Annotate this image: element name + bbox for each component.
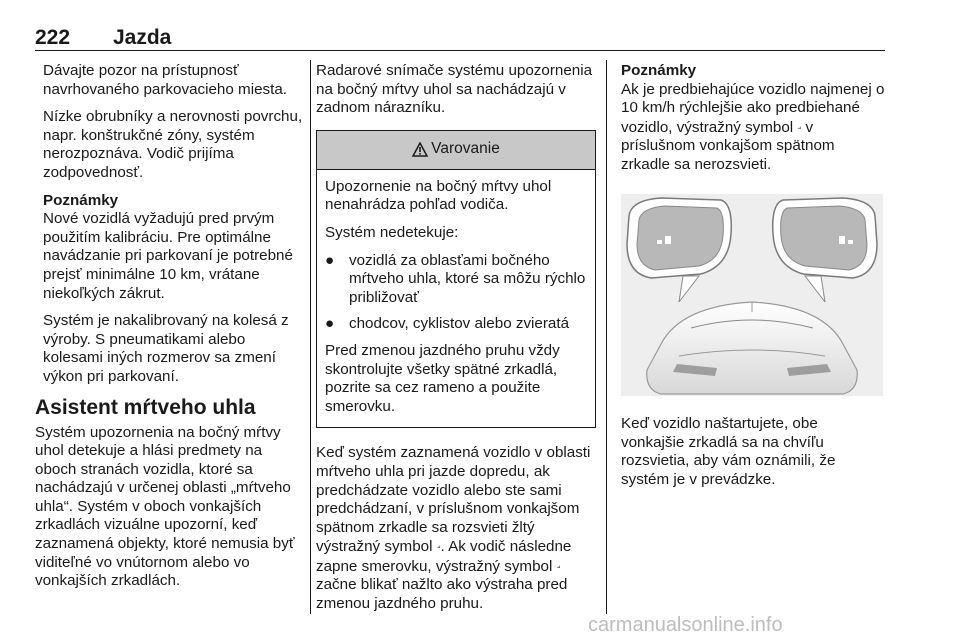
warning-title: Varovanie: [431, 140, 500, 158]
note: [621, 62, 885, 175]
warning-header: [317, 131, 595, 170]
text: začne blikať nažlto ako výstraha pred zmenou jazdného pruhu.: [316, 576, 568, 613]
blind-spot-symbol-icon: ⟓: [797, 121, 802, 131]
column-3: [621, 62, 885, 499]
warning-triangle-icon: [412, 142, 428, 157]
note-title: Poznámky: [621, 62, 697, 79]
list-item: [325, 252, 587, 308]
column-1: [35, 62, 303, 600]
list-item-text: chodcov, cyklistov alebo zvieratá: [349, 315, 570, 333]
column-divider: [606, 60, 607, 614]
paragraph: [316, 444, 596, 613]
warning-text: Upozornenie na bočný mŕtvy uhol nenahrádza pohľad vodiča.: [325, 177, 552, 214]
warning-text: Pred zmenou jazdného pruhu vždy skontrolujte všetky spätné zrkadlá, pozrite sa cez rameno a použite smerovku.: [325, 341, 560, 415]
paragraph: Keď vozidlo naštartujete, obe vonkajšie zrkadlá sa na chvíľu rozsvietia, aby vám oznámili, že systém je v prevádzke.: [621, 415, 836, 488]
column-divider: [310, 60, 311, 614]
section-title: Asistent mŕtveho uhla: [35, 395, 256, 419]
text: Keď systém zaznamená vozidlo v oblasti mŕtveho uhla pri jazde dopredu, ak predchádzate vozidlo alebo ste sami predchádzaní, v príslušnom vonkajšom spätnom zrkadle sa rozsvieti žltý výstražný symbol: [316, 444, 591, 556]
watermark: carmanualsonline.info: [588, 614, 783, 636]
paragraph: Systém je nakalibrovaný na kolesá z výroby. S pneumatikami alebo kolesami iných rozmerov sa zmení výkon pri parkovaní.: [43, 312, 289, 385]
mirror-illustration: [621, 194, 883, 396]
chapter-title: Jazda: [113, 26, 172, 49]
column-2: [316, 62, 596, 623]
blind-spot-symbol-icon: ⟓: [436, 541, 441, 551]
list-item-text: vozidlá za oblasťami bočného mŕtveho uhla, ktoré sa môžu rýchlo približovať: [349, 251, 586, 306]
note-text: Ak je predbiehajúce vozidlo najmenej o 10 km/h rýchlejšie ako predbiehané vozidlo, výstražný symbol: [621, 80, 885, 136]
text: . Ak vodič následne zapne smerovku, výstražný symbol: [316, 538, 572, 575]
warning-text: Systém nedetekuje:: [325, 223, 459, 241]
note-text: Nové vozidlá vyžadujú pred prvým použitím kalibráciu. Pre optimálne navádzanie pri parkovaní je potrebné prejsť minimálne 10 km, vrátane niekoľkých zákrut.: [43, 210, 293, 302]
paragraph: Systém upozornenia na bočný mŕtvy uhol detekuje a hlási predmety na oboch stranách vozidla, ktoré sa nachádzajú v určenej oblasti „mŕtveho uhla“. Systém v oboch vonkajších zrkadlách vizuálne upozorní, keď zaznamená objekty, ktoré nemusia byť viditeľné vo vnútornom alebo vo vonkajších zrkadlách.: [35, 423, 295, 590]
page-header: [35, 26, 885, 51]
paragraph: Radarové snímače systému upozornenia na bočný mŕtvy uhol sa nachádzajú v zadnom nárazníku.: [316, 62, 593, 117]
paragraph: Nízke obrubníky a nerovnosti povrchu, napr. konštrukčné zóny, systém nerozpoznáva. Vodič prijíma zodpovednosť.: [43, 108, 303, 181]
list-item: [325, 315, 587, 334]
note-text: v príslušnom vonkajšom spätnom zrkadle sa nerozsvieti.: [621, 118, 835, 173]
bullet-icon: ●: [325, 315, 335, 333]
bullet-icon: ●: [325, 251, 335, 269]
paragraph: Dávajte pozor na prístupnosť navrhovaného parkovacieho miesta.: [43, 62, 287, 98]
page-number: 222: [35, 26, 71, 49]
note-title: Poznámky: [43, 191, 119, 209]
warning-box: [316, 130, 596, 429]
note: [35, 192, 303, 304]
blind-spot-symbol-icon: ⟓: [556, 560, 561, 570]
